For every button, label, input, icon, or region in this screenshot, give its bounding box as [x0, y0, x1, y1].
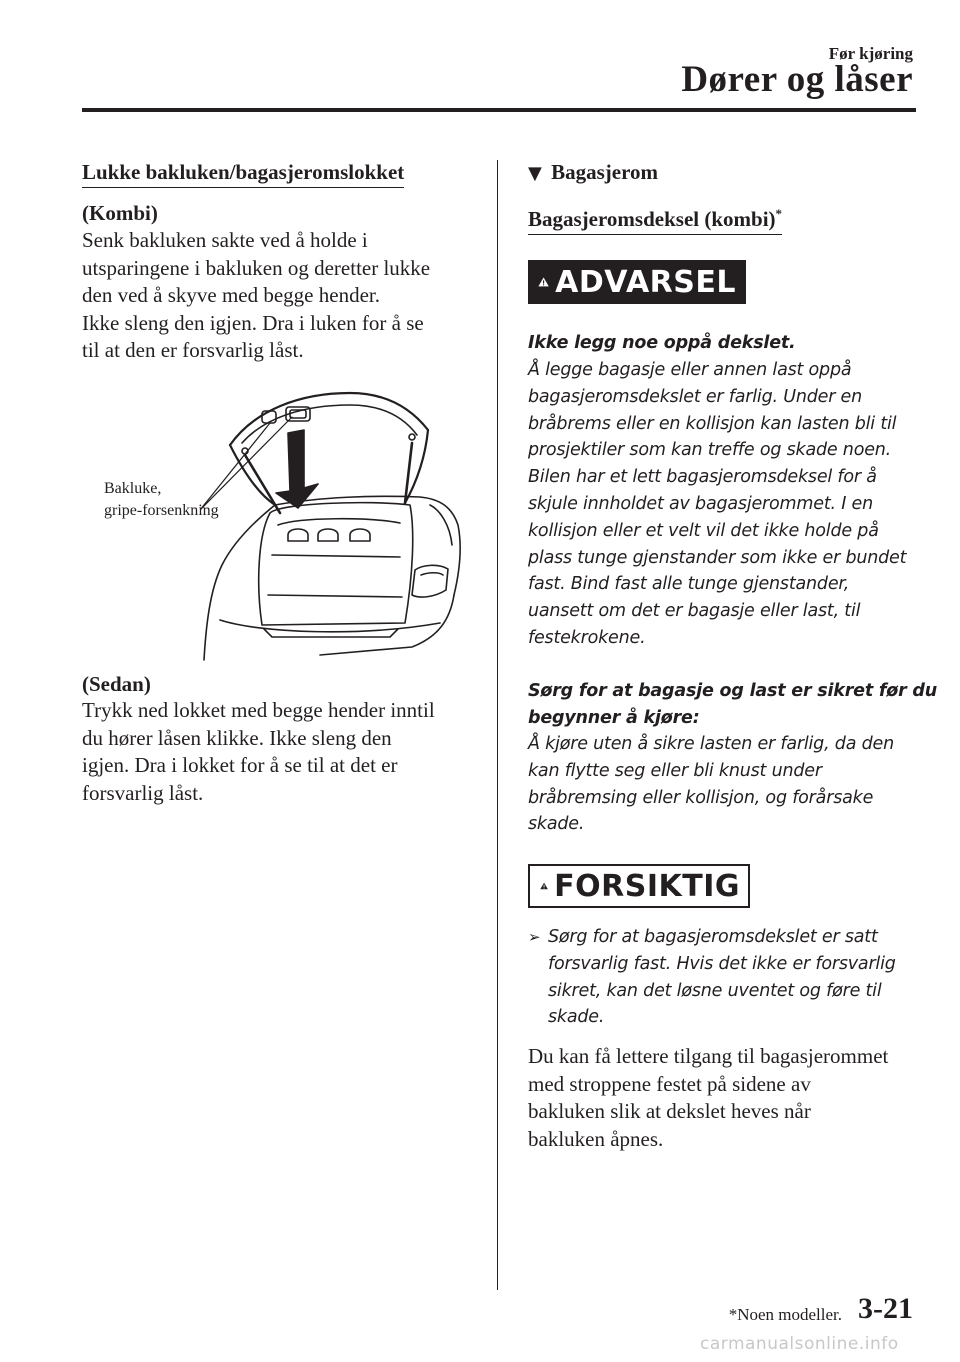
warning1-line: Å legge bagasje eller annen last oppå	[528, 360, 852, 380]
caution-triangle-icon	[540, 871, 548, 901]
kombi-line: utsparingene i bakluken og deretter lukke	[82, 255, 431, 280]
warning1-line: kollisjon eller et velt vil det ikke holde på	[528, 520, 879, 541]
warning-badge	[528, 260, 746, 304]
warning1-line: uansett om det er bagasje eller last, til	[528, 601, 861, 622]
sub-heading-cover	[528, 206, 782, 232]
section-heading-close-tailgate: Lukke bakluken/bagasjeromslokket	[82, 160, 404, 188]
kombi-line: Ikke sleng den igjen. Dra i luken for å se	[82, 310, 424, 335]
warning1-line: bråbrems eller en kollisjon kan lasten bli til	[528, 413, 897, 434]
left-column	[82, 160, 404, 185]
warning2-line: Å kjøre uten å sikre lasten er farlig, da den	[528, 734, 894, 754]
caution-badge	[528, 864, 750, 908]
caution-label: FORSIKTIG	[554, 868, 740, 904]
sedan-paragraph	[82, 697, 435, 807]
caution-line: Sørg for at bagasjeromsdekslet er satt	[548, 927, 878, 947]
warning1-line: plass tunge gjenstander som ikke er bundet	[528, 547, 907, 568]
kombi-line: til at den er forsvarlig låst.	[82, 338, 304, 362]
warning2-text	[528, 731, 894, 838]
warning1-line: festekrokene.	[528, 627, 646, 648]
header-section: Før kjøring	[828, 44, 913, 63]
warning1-line: Bilen har et lett bagasjeromsdeksel for å	[528, 467, 877, 488]
kombi-line: Senk bakluken sakte ved å holde i	[82, 228, 368, 252]
luggage-line: med stroppene festet på sidene av	[528, 1071, 811, 1096]
caution-bullet-item	[528, 924, 918, 1031]
warning1-line: fast. Bind fast alle tunge gjenstander,	[528, 574, 850, 595]
figure-label-line: Bakluke,	[104, 480, 162, 497]
warning2-title-line: Sørg for at bagasje og last er sikret før du	[528, 681, 938, 701]
watermark: carmanualsonline.info	[700, 1334, 899, 1354]
section-title-luggage: Bagasjerom	[551, 160, 659, 184]
warning2-line: skade.	[528, 814, 585, 835]
warning2-line: kan flytte seg eller bli knust under	[528, 760, 822, 781]
sedan-line: igjen. Dra i lokket for å se til at det er	[82, 753, 398, 777]
luggage-line: bakluken åpnes.	[528, 1126, 664, 1151]
column-divider	[497, 160, 498, 1290]
warning1-line: prosjektiler som kan treffe og skade noen.	[528, 440, 892, 461]
caution-text	[548, 924, 896, 1031]
figure-label-line: gripe-forsenkning	[104, 502, 219, 519]
caution-line: forsvarlig fast. Hvis det ikke er forsvarlig	[548, 953, 896, 974]
kombi-paragraph	[82, 227, 430, 365]
warning1-text	[528, 357, 906, 652]
caution-line: sikret, kan det løsne uventet og føre til	[548, 980, 882, 1001]
tailgate-illustration	[200, 385, 462, 665]
luggage-line: Du kan få lettere tilgang til bagasjerommet	[528, 1044, 889, 1068]
warning2-title-line: begynner å kjøre:	[528, 707, 700, 728]
section-triangle-icon: ▼	[528, 163, 542, 184]
sedan-title: (Sedan)	[82, 672, 151, 696]
caution-line: skade.	[548, 1007, 605, 1028]
sub-heading-mark: *	[775, 206, 783, 221]
page-title: Dører og låser	[681, 59, 913, 100]
kombi-line: den ved å skyve med begge hender.	[82, 283, 380, 307]
warning1-title: Ikke legg noe oppå dekslet.	[528, 333, 796, 353]
warning-label: ADVARSEL	[555, 264, 736, 300]
warning1-line: bagasjeromsdekslet er farlig. Under en	[528, 386, 863, 407]
sub-heading-cover-text: Bagasjeromsdeksel (kombi)	[528, 207, 776, 231]
warning2-title	[528, 678, 937, 732]
sedan-line: du hører låsen klikke. Ikke sleng den	[82, 725, 392, 750]
sedan-line: Trykk ned lokket med begge hender inntil	[82, 698, 435, 722]
header-rule	[82, 108, 916, 112]
warning-triangle-icon	[538, 267, 549, 297]
warning1-line: skjule innholdet av bagasjerommet. I en	[528, 493, 873, 514]
warning2-line: bråbremsing eller kollisjon, og forårsake	[528, 787, 874, 808]
bullet-arrow-icon: ➢	[528, 928, 541, 946]
luggage-line: bakluken slik at dekslet heves når	[528, 1099, 811, 1123]
sedan-line: forsvarlig låst.	[82, 780, 204, 805]
page-number: 3-21	[858, 1292, 913, 1325]
footnote: *Noen modeller.	[728, 1305, 842, 1324]
kombi-title: (Kombi)	[82, 201, 158, 225]
section-heading-luggage	[528, 160, 658, 185]
luggage-paragraph	[528, 1043, 888, 1153]
